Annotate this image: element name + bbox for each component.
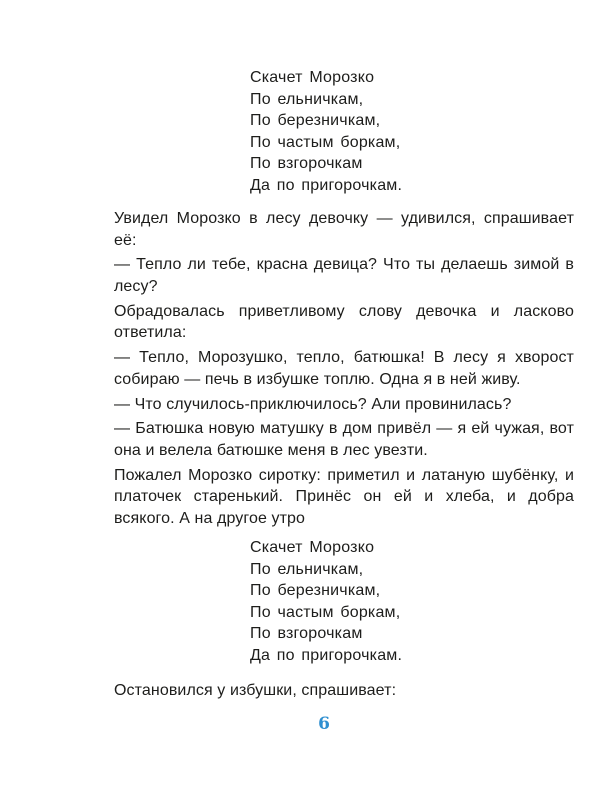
paragraph: Обрадовалась приветливому слову девочка и ласково ответила: bbox=[114, 302, 574, 342]
verse-line: По березничкам, bbox=[250, 112, 381, 130]
verse-line: По частым боркам, bbox=[250, 133, 401, 151]
verse-bottom bbox=[250, 537, 402, 667]
verse-line: По взгорочкам bbox=[250, 625, 363, 643]
story-text bbox=[114, 208, 574, 529]
paragraph: Увидел Морозко в лесу девочку — удивился, спрашивает её: bbox=[114, 210, 574, 249]
verse-line: Да по пригорочкам. bbox=[250, 176, 403, 194]
verse-line: По взгорочкам bbox=[250, 155, 363, 173]
paragraph: — Батюшка новую матушку в дом привёл — я ей чужая, вот она и велела батюшке меня в лес увезти. bbox=[114, 420, 574, 459]
verse-line: По частым боркам, bbox=[250, 603, 401, 621]
verse-line: Да по пригорочкам. bbox=[250, 646, 403, 664]
verse-line: По ельничкам, bbox=[250, 560, 364, 578]
paragraph: — Тепло ли тебе, красна девица? Что ты делаешь зимой в лесу? bbox=[114, 256, 574, 295]
verse-line: По березничкам, bbox=[250, 582, 381, 600]
story-text-closing bbox=[114, 680, 574, 702]
verse-top bbox=[250, 67, 402, 197]
page-number: 6 bbox=[318, 714, 330, 734]
paragraph: Пожалел Морозко сиротку: приметил и латаную шубёнку, и платочек старенький. Принёс он ей и хлеба, и добра всякого. А на другое утро bbox=[114, 466, 574, 527]
verse-line: Скачет Морозко bbox=[250, 69, 375, 86]
verse-line: По ельничкам, bbox=[250, 90, 364, 108]
paragraph: — Тепло, Морозушко, тепло, батюшка! В лесу я хворост собираю — печь в избушке топлю. Одна я в ней живу. bbox=[114, 349, 574, 388]
paragraph: — Что случилось-приключилось? Али провинилась? bbox=[114, 395, 512, 413]
verse-line: Скачет Морозко bbox=[250, 539, 375, 556]
paragraph: Остановился у избушки, спрашивает: bbox=[114, 682, 397, 699]
